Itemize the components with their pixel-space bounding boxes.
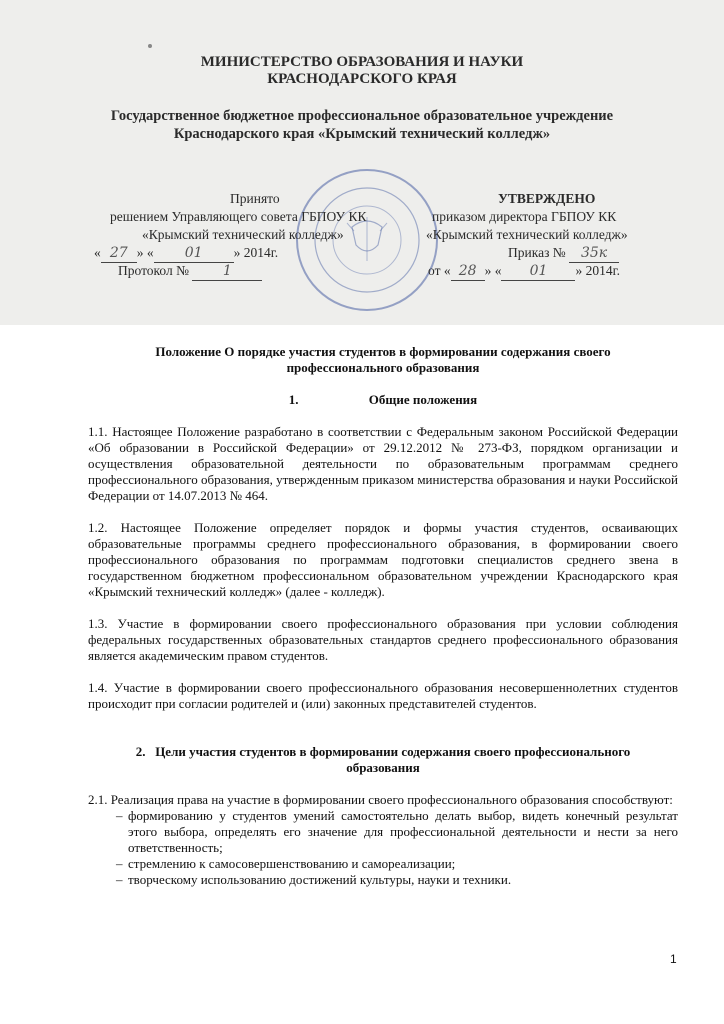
director-order: приказом директора ГБПОУ КК <box>432 209 617 224</box>
protocol-label: Протокол № <box>118 263 189 278</box>
scan-speck <box>148 44 152 48</box>
institution-line-2: Краснодарского края «Крымский технический колледж» <box>173 126 551 142</box>
goals-list <box>88 808 678 888</box>
section-1-title: Общие положения <box>368 392 478 407</box>
paragraph-1-3: 1.3. Участие в формировании своего профессионального образования при условии соблюдения федеральных государственных образовательных стандартов среднего профессионального образования является академическим правом студентов. <box>88 616 678 663</box>
order-line <box>508 244 619 263</box>
college-name-left: «Крымский технический колледж» <box>142 227 344 242</box>
accepted-label: Принято <box>230 191 280 206</box>
date-open-quote: « <box>94 245 101 260</box>
section-1-number: 1. <box>288 392 299 407</box>
section-2-heading <box>88 744 678 776</box>
list-dash: – <box>116 856 123 871</box>
list-dash: – <box>116 808 123 823</box>
ministry-heading <box>0 54 724 88</box>
accepted-day: 27 <box>101 244 137 263</box>
title-line-2: профессионального образования <box>286 360 480 375</box>
section-1-heading <box>88 392 678 408</box>
list-dash: – <box>116 872 123 887</box>
date-mid-quote: » « <box>136 245 154 260</box>
list-item-text: творческому использованию достижений культуры, науки и техники. <box>128 872 512 887</box>
section-2-title: Цели участия студентов в формировании содержания своего профессионального <box>155 744 631 759</box>
list-item <box>116 872 678 888</box>
approved-mid-quote: » « <box>484 263 502 278</box>
list-item-text: формированию у студентов умений самостоятельно делать выбор, видеть конечный результат этого выбора, определять его значение для профессиональной деятельности и нести за него ответственность; <box>128 808 678 855</box>
section-2-title-line-2: образования <box>346 760 420 775</box>
approved-year: » 2014г. <box>575 263 620 278</box>
title-line-1: Положение О порядке участия студентов в формировании содержания своего <box>155 344 611 359</box>
document-body <box>88 344 678 888</box>
institution-heading <box>0 107 724 143</box>
section-2-title-line-1 <box>88 744 678 760</box>
accepted-month: 01 <box>154 244 234 263</box>
council-decision: решением Управляющего совета ГБПОУ КК <box>110 209 367 224</box>
protocol-number: 1 <box>192 262 262 281</box>
scanned-header <box>0 0 724 325</box>
page-number: 1 <box>670 952 677 966</box>
paragraph-1-4: 1.4. Участие в формировании своего профессионального образования несовершеннолетних студентов происходит при согласии родителей и (или) законных представителей студентов. <box>88 680 678 711</box>
document-title <box>88 344 678 376</box>
institution-line-1: Государственное бюджетное профессиональное образовательное учреждение <box>110 108 614 124</box>
approved-day: 28 <box>451 262 485 281</box>
list-item <box>116 808 678 856</box>
paragraph-1-2: 1.2. Настоящее Положение определяет порядок и формы участия студентов, осваивающих образовательные программы среднего профессионального образования, в формировании своего профессионального образования по программам подготовки специалистов среднего звена в государственном бюджетном профессиональном образовательном учреждении Краснодарского края «Крымский технический колледж» (далее - колледж). <box>88 520 678 599</box>
ministry-line-1: МИНИСТЕРСТВО ОБРАЗОВАНИЯ И НАУКИ <box>200 54 524 70</box>
college-name-right: «Крымский технический колледж» <box>426 227 628 242</box>
ministry-line-2: КРАСНОДАРСКОГО КРАЯ <box>267 71 457 87</box>
list-item-text: стремлению к самосовершенствованию и самореализации; <box>128 856 456 871</box>
accepted-date <box>94 244 278 263</box>
protocol-line <box>118 262 262 281</box>
approved-month: 01 <box>501 262 575 281</box>
accepted-year: » 2014г. <box>233 245 279 260</box>
order-number: 35к <box>569 244 619 263</box>
paragraph-1-1: 1.1. Настоящее Положение разработано в соответствии с Федеральным законом Российской Федерации «Об образовании в Российской Федерации» от 29.12.2012 № 273-ФЗ, порядком организации и осуществления образовательной деятельности по образовательным программам среднего профессионального образования, утвержденным приказом министерства образования и науки Российской Федерации от 14.07.2013 № 464. <box>88 424 678 503</box>
approved-label: УТВЕРЖДЕНО <box>498 191 596 206</box>
approved-date <box>428 262 620 281</box>
list-item <box>116 856 678 872</box>
order-label: Приказ № <box>508 245 566 260</box>
approved-from: от « <box>428 263 451 278</box>
paragraph-2-1: 2.1. Реализация права на участие в формировании своего профессионального образования способствуют: <box>88 792 673 807</box>
section-2-number: 2. <box>135 744 146 759</box>
